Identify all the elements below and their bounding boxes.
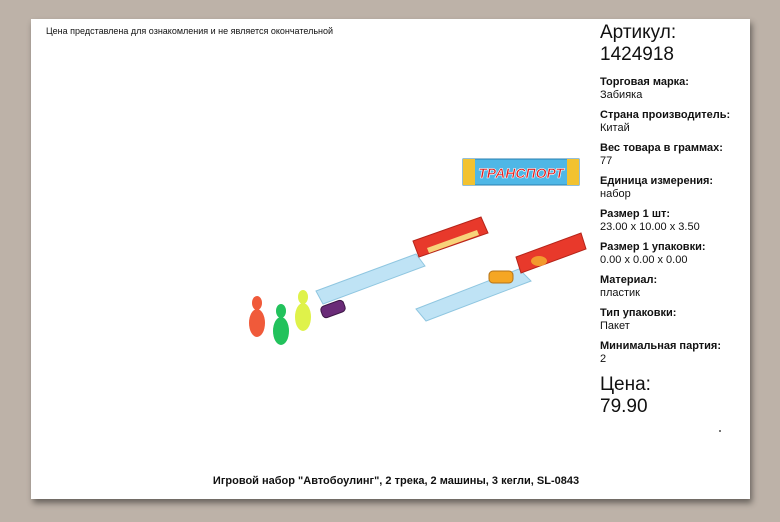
brand-logo-label [463,159,579,185]
spec-value: Китай [600,122,630,134]
spec-weight [600,142,748,168]
product-photo [201,149,601,349]
spec-package-size [600,241,748,267]
spec-value: Забияка [600,89,643,101]
brand-logo-text: ТРАНСПОРТ [478,165,564,181]
spec-value: 77 [600,155,613,167]
spec-material [600,274,748,300]
spec-value: набор [600,188,631,200]
bowling-pins [249,290,311,345]
price-value: 79.90 [600,396,648,417]
spec-item-size [600,208,748,234]
spec-min-batch [600,340,748,366]
price-disclaimer: Цена представлена для ознакомления и не является окончательной [46,26,334,36]
price-block [600,374,748,418]
spec-brand [600,76,748,102]
spec-value: Пакет [600,320,630,332]
product-caption: Игровой набор "Автобоулинг", 2 трека, 2 машины, 3 кегли, SL-0843 [212,475,580,487]
spec-label: Размер 1 упаковки: [600,241,706,253]
spec-label: Размер 1 шт: [600,208,671,220]
article-value: 1424918 [600,44,674,65]
spec-country [600,109,748,135]
article-label: Артикул: [600,22,677,43]
product-details [600,22,748,418]
spec-label: Торговая марка: [600,76,689,88]
spec-label: Единица измерения: [600,175,714,187]
spec-value: 23.00 x 10.00 x 3.50 [600,221,700,233]
spec-unit [600,175,748,201]
price-label: Цена: [600,374,651,395]
spec-label: Страна производитель: [600,109,731,121]
spec-value: 0.00 x 0.00 x 0.00 [600,254,688,266]
spec-package-type [600,307,748,333]
spec-label: Тип упаковки: [600,307,677,319]
product-sheet [31,19,750,499]
spec-label: Материал: [600,274,658,286]
spec-value: пластик [600,287,640,299]
spec-value: 2 [600,353,607,365]
spec-label: Вес товара в граммах: [600,142,723,154]
decorative-dot [719,430,721,432]
spec-label: Минимальная партия: [600,340,721,352]
